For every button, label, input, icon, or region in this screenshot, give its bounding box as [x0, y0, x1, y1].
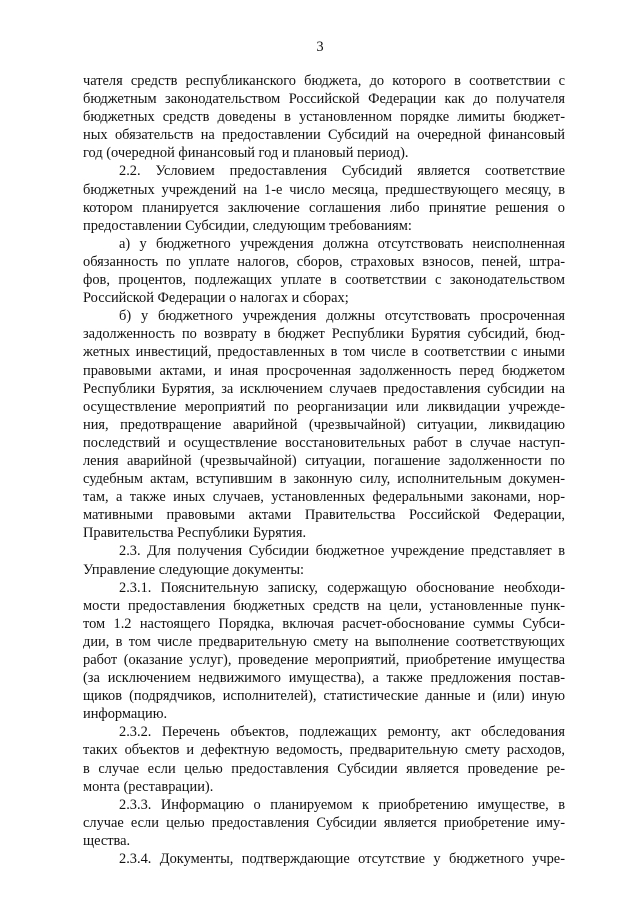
text-line: 2.3.4. Документы, подтверждающие отсутствие у бюджетного учре-: [119, 851, 565, 868]
text-line: чателя средств республиканского бюджета, до которого в соответствии с: [83, 73, 565, 89]
text-line: ных обязательств на предоставлении Субсидий на очередной финансовый: [83, 127, 565, 144]
text-line: б) у бюджетного учреждения должны отсутствовать просроченная: [119, 308, 565, 325]
text-line: бюджетных средств доведены в установленном порядке лимиты бюджет-: [83, 109, 565, 126]
text-line: мости предоставления бюджетных средств на цели, установленные пунк-: [83, 597, 565, 614]
text-line: правовыми актами, и иная просроченная задолженность перед бюджетом: [83, 362, 565, 379]
text-line: жетных инвестиций, предоставленных в том числе в соответствии с иными: [83, 344, 565, 361]
text-line: фов, процентов, подлежащих уплате в соответствии с законодательством: [83, 272, 565, 289]
text-line: том 1.2 настоящего Порядка, включая расчет-обоснование суммы Субси-: [83, 615, 565, 632]
text-line: 2.3.2. Перечень объектов, подлежащих ремонту, акт обследования: [119, 724, 565, 741]
text-line: Российской Федерации о налогах и сборах;: [83, 290, 349, 307]
text-line: дии, в том числе предварительную смету на выполнение соответствующих: [83, 633, 565, 650]
text-line: год (очередной финансовый год и плановый период).: [83, 145, 409, 162]
text-line: таких объектов и дефектную ведомость, предварительную смету расходов,: [83, 742, 565, 759]
text-line: щества.: [83, 832, 131, 849]
text-line: судебным актам, вступившим в законную силу, исполнительным докумен-: [83, 471, 565, 488]
text-line: щиков (подрядчиков, исполнителей), статистические данные и (или) иную: [83, 688, 565, 705]
text-line: бюджетных учреждений на 1-е число месяца, предшествующего месяцу, в: [83, 181, 565, 198]
text-line: мативными правовыми актами Правительства Российской Федерации,: [83, 507, 565, 524]
text-line: Республики Бурятия, за исключением случаев предоставления субсидии на: [83, 380, 565, 397]
text-line: а) у бюджетного учреждения должна отсутствовать неисполненная: [119, 235, 565, 252]
text-line: в случае если целью предоставления Субсидии является проведение ре-: [83, 760, 565, 777]
text-line: ления аварийной (чрезвычайной) ситуации, погашение задолженности по: [83, 452, 565, 469]
text-line: (за исключением недвижимого имущества), а также предложения постав-: [83, 670, 565, 687]
document-body: [83, 72, 565, 868]
text-line: 2.3.3. Информацию о планируемом к приобретению имуществе, в: [119, 796, 565, 813]
text-line: обязанность по уплате налогов, сборов, страховых взносов, пеней, штра-: [83, 253, 565, 270]
text-line: информацию.: [83, 706, 168, 723]
text-line: Правительства Республики Бурятия.: [83, 525, 307, 542]
text-line: Управление следующие документы:: [83, 561, 305, 578]
text-line: бюджетным законодательством Российской Федерации как до получателя: [83, 91, 565, 108]
text-line: 2.3. Для получения Субсидии бюджетное учреждение представляет в: [119, 543, 565, 560]
text-line: последствий и осуществление восстановительных работ в случае наступ-: [83, 434, 565, 451]
text-line: котором планируется заключение соглашения либо принятие решения о: [83, 199, 565, 216]
page-number: 3: [316, 39, 324, 55]
text-line: ния, предотвращение аварийной (чрезвычайной) ситуации, ликвидацию: [83, 416, 565, 433]
text-line: случае если целью предоставления Субсидии является приобретение иму-: [83, 814, 565, 831]
text-line: осуществление мероприятий по реорганизации или ликвидации учрежде-: [83, 398, 565, 415]
text-line: монта (реставрации).: [83, 778, 214, 795]
text-line: работ (оказание услуг), проведение мероприятий, приобретение имущества: [83, 652, 565, 668]
text-line: 2.2. Условием предоставления Субсидий является соответствие: [119, 163, 565, 180]
text-line: предоставлении Субсидии, следующим требованиям:: [83, 217, 412, 234]
text-line: там, а также иных случаев, установленных федеральными законами, нор-: [83, 489, 565, 506]
text-line: задолженность по возврату в бюджет Республики Бурятия субсидий, бюд-: [83, 326, 565, 343]
text-line: 2.3.1. Пояснительную записку, содержащую обоснование необходи-: [119, 579, 565, 596]
